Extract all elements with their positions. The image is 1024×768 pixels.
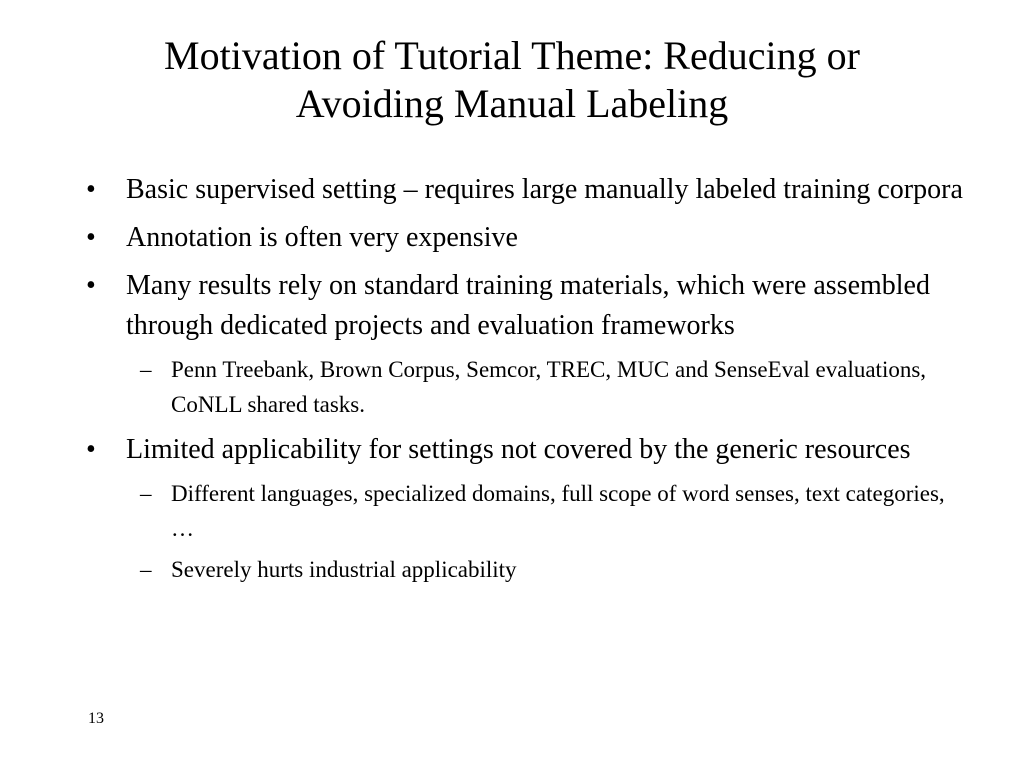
bullet-list bbox=[0, 170, 1024, 595]
bullet-marker: • bbox=[86, 434, 96, 465]
slide-title bbox=[40, 32, 984, 128]
slide-title-line-2: Avoiding Manual Labeling bbox=[295, 81, 729, 126]
bullet-marker: • bbox=[86, 270, 96, 301]
bullet-marker: • bbox=[86, 222, 96, 253]
bullet-item-supervised-setting bbox=[0, 170, 1024, 210]
bullet-text: Many results rely on standard training materials, which were assembled through dedicated projects and evaluation frameworks bbox=[126, 270, 930, 341]
slide-title-line-1: Motivation of Tutorial Theme: Reducing or bbox=[164, 33, 860, 78]
sub-bullet-item-industrial-applicability bbox=[0, 552, 1024, 587]
bullet-marker: • bbox=[86, 174, 96, 205]
sub-bullet-text: Different languages, specialized domains, full scope of word senses, text categories, … bbox=[171, 481, 945, 541]
sub-bullet-item-corpora-list bbox=[0, 352, 1024, 422]
bullet-text: Limited applicability for settings not covered by the generic resources bbox=[126, 434, 911, 465]
sub-bullet-marker: – bbox=[140, 357, 152, 382]
bullet-text: Basic supervised setting – requires large manually labeled training corpora bbox=[126, 174, 963, 205]
sub-bullet-text: Penn Treebank, Brown Corpus, Semcor, TREC, MUC and SenseEval evaluations, CoNLL shared tasks. bbox=[171, 357, 927, 417]
sub-bullet-marker: – bbox=[140, 481, 152, 506]
bullet-item-limited-applicability bbox=[0, 430, 1024, 470]
sub-bullet-marker: – bbox=[140, 557, 152, 582]
page-number: 13 bbox=[88, 710, 104, 727]
sub-bullet-item-different-settings bbox=[0, 476, 1024, 546]
bullet-item-annotation-expensive bbox=[0, 218, 1024, 258]
sub-bullet-text: Severely hurts industrial applicability bbox=[171, 557, 517, 582]
bullet-text: Annotation is often very expensive bbox=[126, 222, 518, 253]
bullet-item-standard-materials bbox=[0, 266, 1024, 346]
